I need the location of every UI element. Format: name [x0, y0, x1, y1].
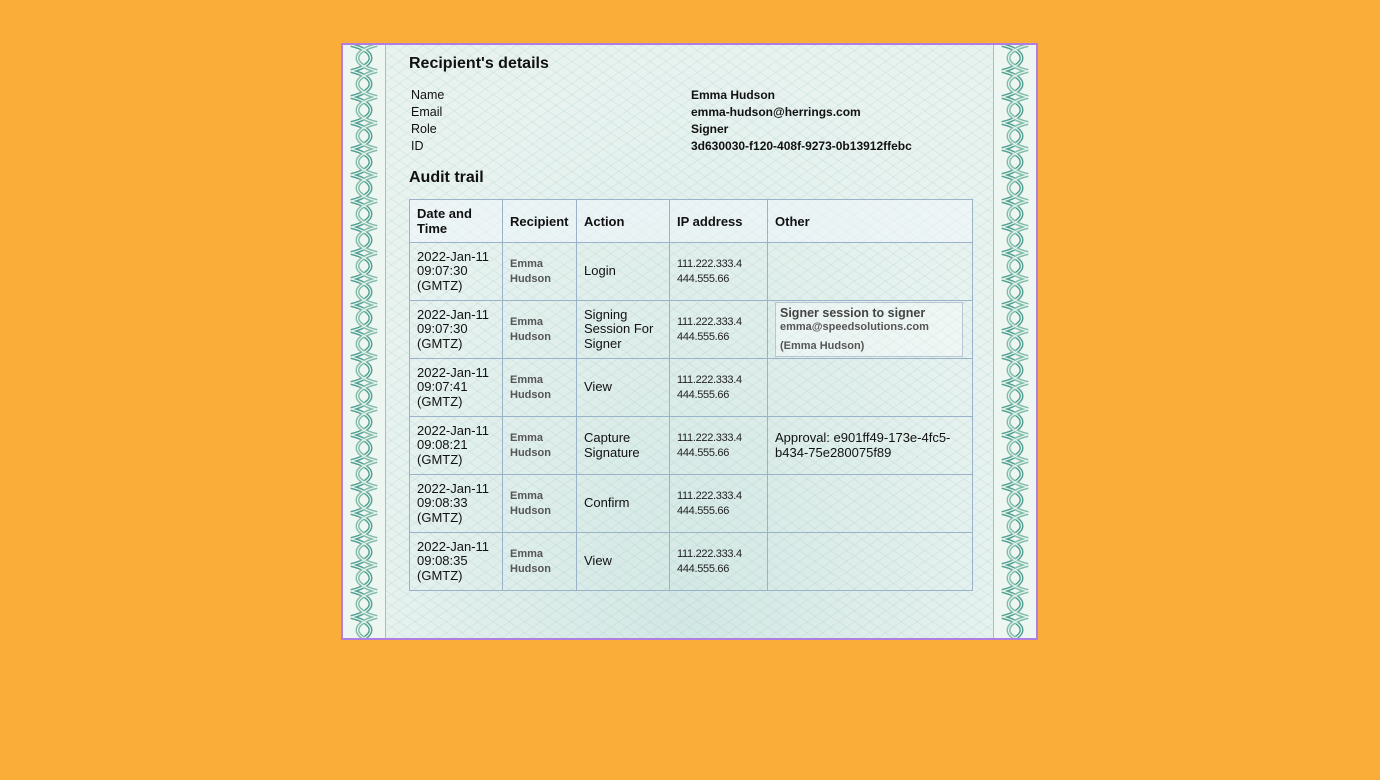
- date-cell: 2022-Jan-11 09:08:21 (GMTZ): [410, 417, 503, 475]
- date-cell: 2022-Jan-11 09:07:30 (GMTZ): [410, 301, 503, 359]
- other-cell: [768, 243, 973, 301]
- action-cell: View: [577, 359, 670, 417]
- signer-session-note: Signer session to signer emma@speedsolutions.com (Emma Hudson): [775, 302, 963, 358]
- recipient-cell: Emma Hudson: [503, 243, 577, 301]
- audit-trail-table: [409, 199, 973, 591]
- recipient-cell: Emma Hudson: [503, 417, 577, 475]
- table-row: [410, 417, 973, 475]
- ip-cell: 111.222.333.4 444.555.66: [670, 359, 768, 417]
- braid-pattern-right: [994, 45, 1036, 640]
- column-header-recipient: Recipient: [503, 200, 577, 243]
- action-cell: Confirm: [577, 475, 670, 533]
- action-cell: Signing Session For Signer: [577, 301, 670, 359]
- table-row: [410, 359, 973, 417]
- recipient-cell: Emma Hudson: [503, 475, 577, 533]
- braid-pattern-left: [343, 45, 385, 640]
- recipient-details: [411, 86, 931, 154]
- detail-label: Role: [411, 121, 437, 136]
- detail-label: Email: [411, 104, 443, 119]
- ip-cell: 111.222.333.4 444.555.66: [670, 243, 768, 301]
- column-header-action: Action: [577, 200, 670, 243]
- detail-label: Name: [411, 87, 445, 102]
- table-row: [410, 533, 973, 591]
- table-header-row: [410, 200, 973, 243]
- right-braid-border: [993, 45, 1036, 638]
- table-row: [410, 475, 973, 533]
- column-header-other: Other: [768, 200, 973, 243]
- detail-label: ID: [411, 138, 424, 153]
- date-cell: 2022-Jan-11 09:08:35 (GMTZ): [410, 533, 503, 591]
- other-cell: [768, 533, 973, 591]
- recipient-cell: Emma Hudson: [503, 533, 577, 591]
- left-braid-border: [343, 45, 386, 638]
- certificate-document: [341, 43, 1038, 640]
- column-header-ip: IP address: [670, 200, 768, 243]
- detail-row-email: [411, 103, 931, 120]
- ip-cell: 111.222.333.4 444.555.66: [670, 475, 768, 533]
- detail-row-name: [411, 86, 931, 103]
- date-cell: 2022-Jan-11 09:08:33 (GMTZ): [410, 475, 503, 533]
- audit-trail-heading: Audit trail: [409, 169, 484, 186]
- recipient-details-heading: Recipient's details: [409, 55, 549, 72]
- recipient-cell: Emma Hudson: [503, 359, 577, 417]
- ip-cell: 111.222.333.4 444.555.66: [670, 533, 768, 591]
- date-cell: 2022-Jan-11 09:07:41 (GMTZ): [410, 359, 503, 417]
- recipient-cell: Emma Hudson: [503, 301, 577, 359]
- detail-value: Signer: [691, 121, 729, 136]
- action-cell: Login: [577, 243, 670, 301]
- table-row: [410, 301, 973, 359]
- date-cell: 2022-Jan-11 09:07:30 (GMTZ): [410, 243, 503, 301]
- detail-value: 3d630030-f120-408f-9273-0b13912ffebc: [691, 138, 912, 153]
- table-row: [410, 243, 973, 301]
- detail-row-role: [411, 120, 931, 137]
- other-cell: [768, 359, 973, 417]
- action-cell: View: [577, 533, 670, 591]
- action-cell: Capture Signature: [577, 417, 670, 475]
- other-cell: [768, 475, 973, 533]
- column-header-date: Date and Time: [410, 200, 503, 243]
- detail-row-id: [411, 137, 931, 154]
- other-cell: [768, 301, 973, 359]
- ip-cell: 111.222.333.4 444.555.66: [670, 417, 768, 475]
- detail-value: emma-hudson@herrings.com: [691, 104, 861, 119]
- ip-cell: 111.222.333.4 444.555.66: [670, 301, 768, 359]
- other-cell: Approval: e901ff49-173e-4fc5-b434-75e280075f89: [768, 417, 973, 475]
- detail-value: Emma Hudson: [691, 87, 776, 102]
